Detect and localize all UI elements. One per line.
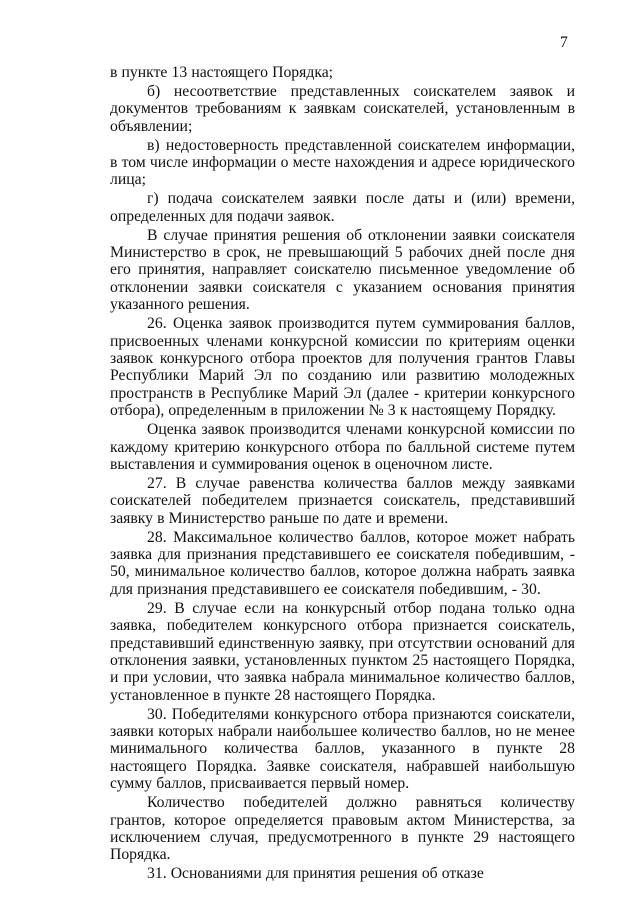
paragraph-29: 29. В случае если на конкурсный отбор подана только одна заявка, победителем конкурсного отбора признается соискатель, представивший единственную заявку, при отсутствии оснований для отклонения заявки, установленных пунктом 25 настоящего Порядка, и при условии, что заявка набрала минимальное количество баллов, установленное в пункте 28 настоящего Порядка. <box>110 599 575 704</box>
paragraph-28: 28. Максимальное количество баллов, которое может набрать заявка для признания представившего ее соискателя победившим, - 50, минимальное количество баллов, которое должна набрать заявка для признания представившего ее соискателя победившим, - 30. <box>110 528 575 598</box>
paragraph-item-b: б) несоответствие представленных соискателем заявок и документов требованиям к заявкам соискателей, установленным в объявлении; <box>110 82 575 135</box>
document-body <box>110 64 575 884</box>
paragraph-27: 27. В случае равенства количества баллов между заявками соискателей победителем признается соискатель, представивший заявку в Министерство раньше по дате и времени. <box>110 474 575 527</box>
paragraph-item-v: в) недостоверность представленной соискателем информации, в том числе информации о месте нахождения и адресе юридического лица; <box>110 136 575 189</box>
paragraph-item-g: г) подача соискателем заявки после даты и (или) времени, определенных для подачи заявок. <box>110 190 575 225</box>
paragraph-30: 30. Победителями конкурсного отбора признаются соискатели, заявки которых набрали наибольшее количество баллов, но не менее минимального количества баллов, указанного в пункте 28 настоящего Порядка. Заявке соискателя, набравшей наибольшую сумму баллов, присваивается первый номер. <box>110 705 575 793</box>
paragraph-continuation: в пункте 13 настоящего Порядка; <box>110 64 334 81</box>
paragraph-30-winners-count: Количество победителей должно равняться количеству грантов, которое определяется правовым актом Министерства, за исключением случая, предусмотренного в пункте 29 настоящего Порядка. <box>110 794 575 864</box>
page-number: 7 <box>560 34 568 51</box>
paragraph-26: 26. Оценка заявок производится путем суммирования баллов, присвоенных членами конкурсной комиссии по критериям оценки заявок конкурсного отбора проектов для получения грантов Главы Республики Марий Эл по созданию или развитию молодежных пространств в Республике Марий Эл (далее - критерии конкурсного отбора), определенным в приложении № 3 к настоящему Порядку. <box>110 315 575 420</box>
paragraph-26-evaluation: Оценка заявок производится членами конкурсной комиссии по каждому критерию конкурсного отбора по балльной системе путем выставления и суммирования оценок в оценочном листе. <box>110 421 575 473</box>
paragraph-31: 31. Основаниями для принятия решения об отказе <box>147 865 484 883</box>
paragraph-rejection-notice: В случае принятия решения об отклонении заявки соискателя Министерство в срок, не превышающий 5 рабочих дней после дня его принятия, направляет соискателю письменное уведомление об отклонении заявки соискателя с указанием основания принятия указанного решения. <box>110 226 575 314</box>
